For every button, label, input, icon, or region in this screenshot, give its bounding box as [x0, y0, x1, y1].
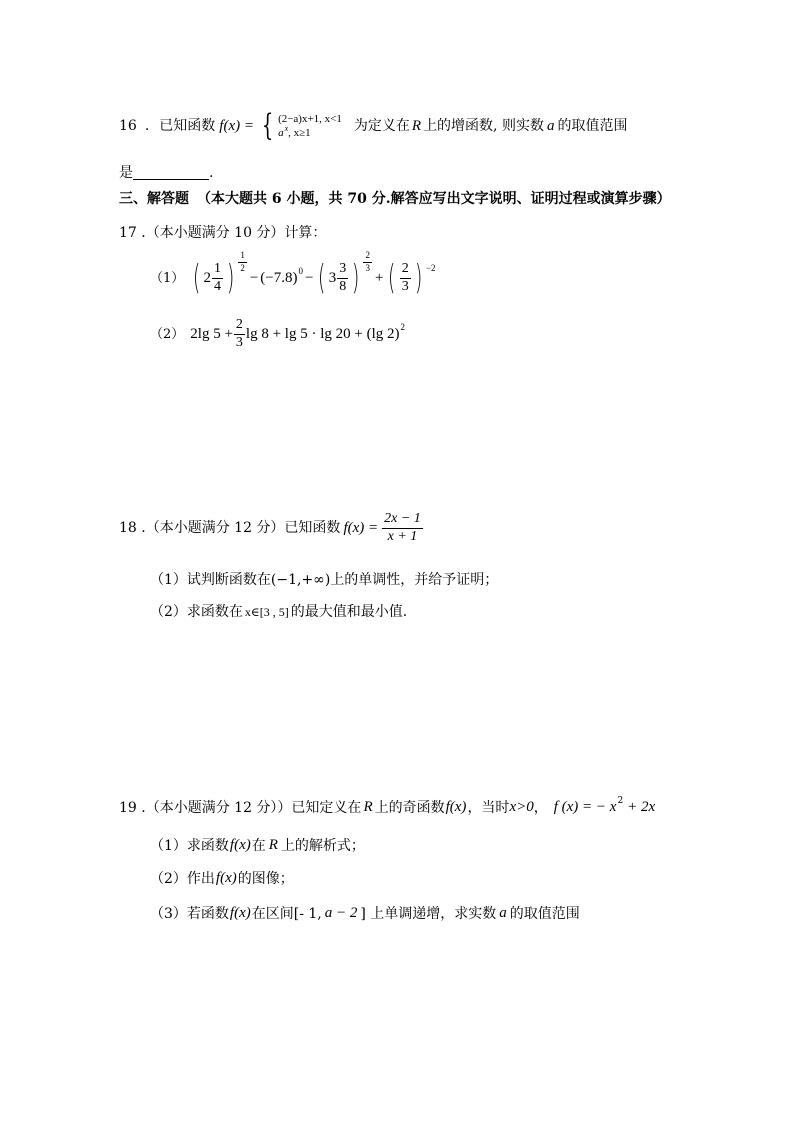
q19-p3-expr: a − 2 [324, 905, 358, 921]
q17-p2-b: lg 8 + lg 5 · lg 20 + (lg 2) [245, 325, 400, 342]
q19-p3-c: ] 上单调递增，求实数 [360, 905, 497, 922]
q19-eq-tail: + 2x [627, 799, 656, 815]
q19-p2-a: （2）作出 [150, 870, 215, 887]
q17-p2-b-exp: 2 [400, 322, 405, 333]
q16-a: a [546, 117, 555, 134]
q18-func: f(x) = [343, 519, 379, 536]
q19-head: 19 .（本小题满分 12 分））已知定义在 [119, 799, 362, 816]
q17-p1-t2-exp: 0 [298, 266, 303, 277]
q19-head4: ， [533, 799, 548, 816]
q16-line2-end: . [209, 165, 214, 181]
q16-case1: (2−a)x+1, x<1 [278, 113, 342, 125]
q19-part2 [150, 871, 294, 886]
q17-p1-t3-exp: 2 3 [365, 250, 370, 273]
q19-p3-b: 在区间[- 1, [251, 905, 322, 922]
q19-p3-fx: f(x) [229, 905, 251, 921]
question-16 [119, 108, 628, 144]
q17-p1-t4-exp: −2 [425, 262, 436, 273]
question-16-line2 [119, 166, 213, 180]
q17-p1-t4-frac: 2 3 [401, 261, 409, 294]
q18-p2-x: x∈[3 , 5] [244, 605, 289, 619]
section-3-title: 三、解答题 [119, 191, 189, 207]
q19-p3-a: （3）若函数 [150, 905, 229, 922]
q18-fraction: $\frac{2x - 1}{x + 1}$ [384, 511, 421, 544]
q16-func: f(x) = [219, 117, 254, 134]
q19-p1-b: 在 [251, 837, 266, 854]
q19-p3-d: 的取值范围 [509, 905, 580, 922]
q16-prefix: 已知函数 [159, 118, 216, 135]
q17-part2 [150, 318, 405, 350]
q19-eq: f (x) = − x [553, 799, 617, 815]
q19-p1-c: 上的解析式； [280, 837, 365, 854]
q18-p2-a: （2）求函数在 [150, 604, 243, 620]
q16-suffix: 的取值范围 [557, 118, 628, 135]
q17-p2-a: 2lg 5 + [190, 325, 233, 342]
q16-R: R [411, 117, 422, 134]
q19-R: R [363, 799, 373, 815]
q19-head2: 上的奇函数 [374, 799, 445, 816]
q17-p1-t2: (−7.8) [260, 269, 298, 286]
q19-p1-fx: f(x) [229, 837, 251, 853]
q19-p2-fx: f(x) [215, 870, 237, 886]
q17-p1-t1-frac: 1 4 [214, 261, 222, 294]
q17-part1: （1） ( 2 1 4 ) 1 2 − (−7.8) 0 − ( 3 3 8 ) 2 3 + ( 2 3 ) −2 [150, 250, 436, 298]
question-18-heading [119, 512, 424, 544]
question-19-heading [119, 795, 656, 816]
q17-p1-plus: + [374, 269, 384, 286]
section-3-heading [119, 192, 671, 206]
q19-eq-sup: 2 [617, 795, 624, 806]
q16-number: 16 [119, 118, 137, 135]
q17-p1-minus1: − [249, 269, 259, 286]
q17-p1-t3-int: 3 [328, 269, 337, 286]
q17-p2-frac: $\frac{2}{3}$ [235, 317, 243, 350]
q16-line2-prefix: 是 [119, 165, 133, 181]
q18-p2-b: 的最大值和最小值. [290, 604, 408, 620]
q19-head3: ，当时 [467, 799, 510, 816]
q18-head: 18 .（本小题满分 12 分）已知函数 [119, 520, 341, 537]
q17-p1-t1-exp: 1 2 [240, 250, 245, 273]
q19-p1-a: （1）求函数 [150, 837, 229, 854]
q17-p1-label: （1） [150, 270, 185, 286]
q16-mid2: 上的增函数, 则实数 [423, 118, 544, 135]
question-17-heading: 17 .（本小题满分 10 分）计算： [119, 225, 327, 241]
q19-part3 [150, 906, 580, 921]
q18-part1: （1）试判断函数在(−1,+∞)上的单调性，并给予证明； [150, 572, 499, 588]
q16-cases [278, 112, 342, 141]
q17-p2-label: （2） [150, 326, 185, 342]
q16-dot: . [144, 118, 150, 135]
q19-fx: f(x) [445, 799, 467, 815]
q17-p1-t3-frac: 3 8 [339, 261, 347, 294]
q19-cond: x>0 [509, 799, 534, 815]
q19-part1 [150, 838, 365, 853]
q16-answer-blank[interactable] [133, 167, 209, 180]
q18-part2 [150, 605, 407, 619]
q16-mid: 为定义在 [353, 118, 410, 135]
q16-brace: { [261, 108, 274, 144]
q19-p1-R: R [268, 837, 278, 853]
q17-p1-minus2: − [304, 269, 314, 286]
q19-p2-b: 的图像； [237, 870, 294, 887]
q19-p3-a: a [499, 905, 507, 921]
q16-case2: $a^x$, x≥1 [278, 123, 311, 140]
q17-p1-t1-int: 2 [203, 269, 212, 286]
section-3-note: （本大题共 6 小题，共 70 分.解答应写出文字说明、证明过程或演算步骤） [197, 191, 671, 207]
